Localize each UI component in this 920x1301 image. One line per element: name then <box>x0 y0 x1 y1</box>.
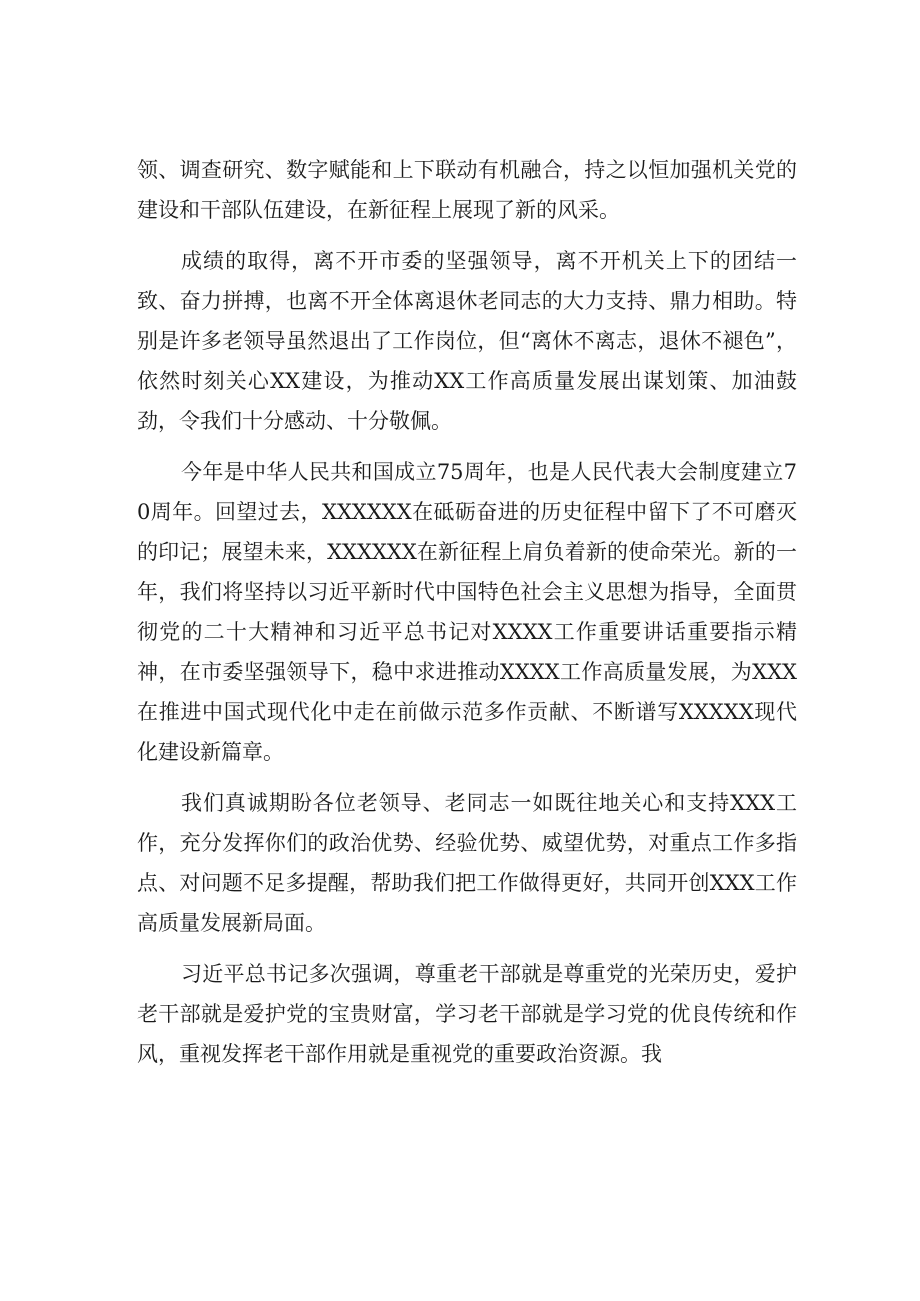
paragraph-5: 习近平总书记多次强调，尊重老干部就是尊重党的光荣历史，爱护老干部就是爱护党的宝贵财富，学习老干部就是学习党的优良传统和作风，重视发挥老干部作用就是重视党的重要政治资源。我 <box>137 962 797 1066</box>
paragraph-2: 成绩的取得，离不开市委的坚强领导，离不开机关上下的团结一致、奋力拼搏，也离不开全体离退休老同志的大力支持、鼎力相助。特别是许多老领导虽然退出了工作岗位，但“离休不离志，退休不褪色”，依然时刻关心XX建设，为推动XX工作高质量发展出谋划策、加油鼓劲，令我们十分感动、十分敬佩。 <box>137 249 797 433</box>
paragraph-3: 今年是中华人民共和国成立75周年，也是人民代表大会制度建立70周年。回望过去，XXXXXX在砥砺奋进的历史征程中留下了不可磨灭的印记；展望未来，XXXXXX在新征程上肩负着新的使命荣光。新的一年，我们将坚持以习近平新时代中国特色社会主义思想为指导，全面贯彻党的二十大精神和习近平总书记对XXXX工作重要讲话重要指示精神，在市委坚强领导下，稳中求进推动XXXX工作高质量发展，为XXX在推进中国式现代化中走在前做示范多作贡献、不断谱写XXXXX现代化建设新篇章。 <box>137 460 797 764</box>
paragraph-1: 领、调查研究、数字赋能和上下联动有机融合，持之以恒加强机关党的建设和干部队伍建设，在新征程上展现了新的风采。 <box>137 158 797 222</box>
paragraph-4: 我们真诚期盼各位老领导、老同志一如既往地关心和支持XXX工作，充分发挥你们的政治优势、经验优势、威望优势，对重点工作多指点、对问题不足多提醒，帮助我们把工作做得更好，共同开创XXX工作高质量发展新局面。 <box>137 791 797 935</box>
document-body <box>137 150 797 1085</box>
